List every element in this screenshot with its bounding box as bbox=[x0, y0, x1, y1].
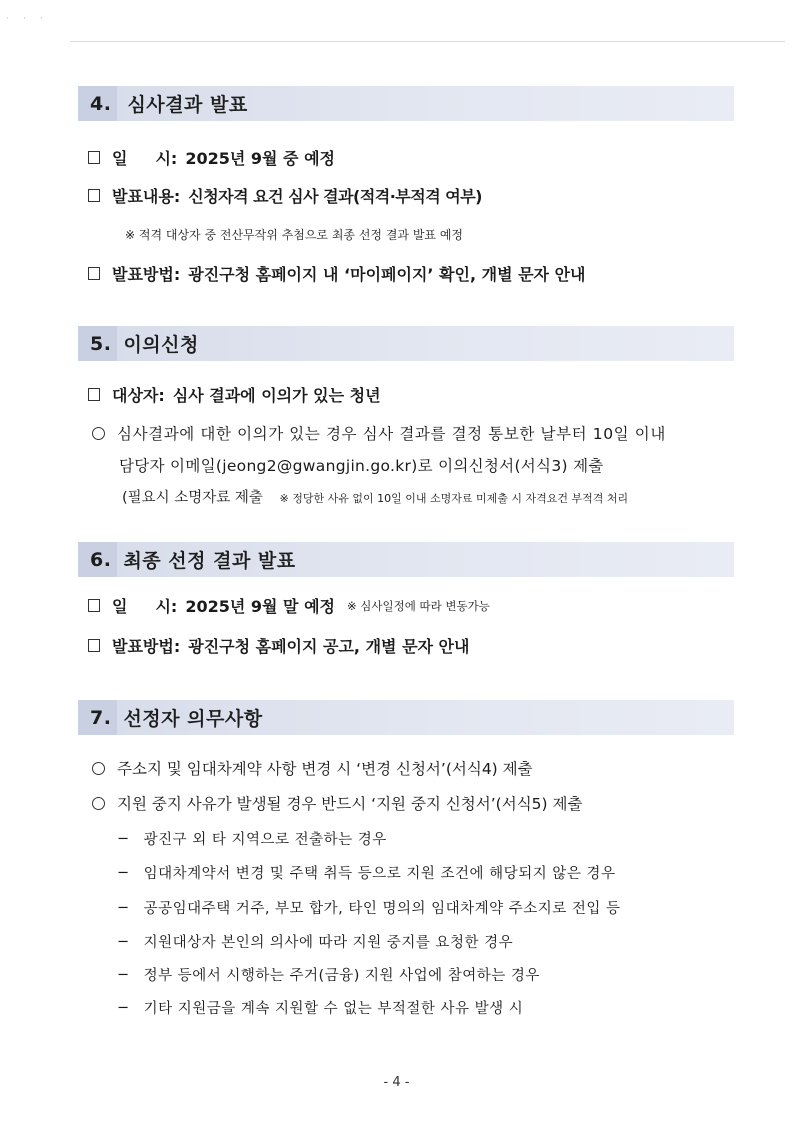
section-7-title: 선정자 의무사항 bbox=[123, 708, 263, 730]
s6-schedule-label: 일 bbox=[112, 597, 128, 616]
checkbox-icon bbox=[88, 267, 100, 280]
circle-bullet-icon bbox=[92, 797, 105, 810]
page-number: - 4 - bbox=[383, 1075, 410, 1090]
section-7-number-box bbox=[78, 700, 117, 735]
s6-method-value: 광진구청 홈페이지 공고, 개별 문자 안내 bbox=[188, 637, 470, 656]
s5-circle-line3-note: ※ 정당한 사유 없이 10일 이내 소명자료 미제출 시 자격요건 부적격 처리 bbox=[279, 492, 629, 505]
dash-bullet: − bbox=[117, 966, 130, 983]
s5-circle-row bbox=[92, 422, 666, 444]
s7-circle-row-1 bbox=[92, 757, 533, 779]
s7-dash-row-1 bbox=[117, 828, 387, 849]
s6-method-row bbox=[88, 634, 469, 657]
section-4-header bbox=[78, 86, 734, 121]
s7-dash-text-2: 임대차계약서 변경 및 주택 취득 등으로 지원 조건에 해당되지 않은 경우 bbox=[143, 866, 616, 882]
dash-bullet: − bbox=[117, 899, 130, 916]
s7-dash-row-3 bbox=[117, 897, 621, 918]
s7-dash-row-5 bbox=[117, 964, 540, 985]
s5-circle-line2: 담당자 이메일(jeong2@gwangjin.go.kr)로 이의신청서(서식3) 제출 bbox=[119, 457, 604, 475]
s4-schedule-row bbox=[88, 146, 335, 169]
scan-artifact: · · · bbox=[6, 14, 49, 23]
s4-schedule-label2: 시: bbox=[155, 149, 178, 168]
section-4-title: 심사결과 발표 bbox=[127, 94, 248, 116]
s7-dash-row-2 bbox=[117, 862, 615, 883]
s7-dash-row-4 bbox=[117, 931, 513, 952]
checkbox-icon bbox=[88, 189, 100, 202]
s4-method-value: 광진구청 홈페이지 내 ‘마이페이지’ 확인, 개별 문자 안내 bbox=[188, 265, 586, 284]
section-4-number: 4. bbox=[90, 92, 112, 115]
s4-content-row bbox=[88, 184, 482, 207]
s4-schedule-value: 2025년 9월 중 예정 bbox=[185, 149, 335, 168]
section-5-header bbox=[78, 326, 734, 361]
checkbox-icon bbox=[88, 151, 100, 164]
s5-circle-line3-row bbox=[122, 486, 628, 507]
section-5-title: 이의신청 bbox=[123, 334, 199, 356]
s4-content-value: 신청자격 요건 심사 결과(적격·부적격 여부) bbox=[188, 187, 482, 206]
s4-schedule-label: 일 bbox=[112, 149, 128, 168]
dash-bullet: − bbox=[117, 999, 130, 1016]
dash-bullet: − bbox=[117, 933, 130, 950]
s7-circle-text-1: 주소지 및 임대차계약 사항 변경 시 ‘변경 신청서’(서식4) 제출 bbox=[117, 760, 533, 778]
s7-circle-text-2: 지원 중지 사유가 발생될 경우 반드시 ‘지원 중지 신청서’(서식5) 제출 bbox=[117, 795, 583, 813]
s7-dash-text-5: 정부 등에서 시행하는 주거(금융) 지원 사업에 참여하는 경우 bbox=[143, 968, 540, 984]
s6-method-label: 발표방법: bbox=[112, 637, 181, 656]
s6-schedule-label2: 시: bbox=[155, 597, 178, 616]
s5-circle-line3: (필요시 소명자료 제출 bbox=[122, 490, 263, 506]
s4-method-row bbox=[88, 262, 586, 285]
section-6-number: 6. bbox=[90, 548, 112, 571]
s7-dash-text-6: 기타 지원금을 계속 지원할 수 없는 부적절한 사유 발생 시 bbox=[143, 1001, 524, 1017]
s4-note: ※ 적격 대상자 중 전산무작위 추첨으로 최종 선정 결과 발표 예정 bbox=[125, 228, 464, 242]
s7-circle-row-2 bbox=[92, 792, 582, 814]
section-5-number-box bbox=[78, 326, 117, 361]
s4-method-label: 발표방법: bbox=[112, 265, 181, 284]
s7-dash-text-1: 광진구 외 타 지역으로 전출하는 경우 bbox=[143, 832, 387, 848]
dash-bullet: − bbox=[117, 864, 130, 881]
s7-dash-text-4: 지원대상자 본인의 의사에 따라 지원 중지를 요청한 경우 bbox=[143, 935, 514, 951]
section-6-number-box bbox=[78, 542, 117, 577]
s7-dash-text-3: 공공임대주택 거주, 부모 합가, 타인 명의의 임대차계약 주소지로 전입 등 bbox=[143, 901, 621, 917]
section-4-number-box bbox=[78, 86, 117, 121]
s6-schedule-note: ※ 심사일정에 따라 변동가능 bbox=[346, 598, 490, 613]
checkbox-icon bbox=[88, 599, 100, 612]
section-5-number: 5. bbox=[90, 332, 112, 355]
s5-target-value: 심사 결과에 이의가 있는 청년 bbox=[172, 386, 381, 405]
s6-schedule-row bbox=[88, 594, 490, 617]
top-rule bbox=[70, 41, 785, 42]
s5-target-row bbox=[88, 383, 381, 406]
s4-content-label: 발표내용: bbox=[112, 187, 181, 206]
section-7-header bbox=[78, 700, 734, 735]
s6-schedule-value: 2025년 9월 말 예정 bbox=[185, 597, 335, 616]
checkbox-icon bbox=[88, 388, 100, 401]
s5-target-label: 대상자: bbox=[112, 386, 165, 405]
checkbox-icon bbox=[88, 639, 100, 652]
s5-circle-line1: 심사결과에 대한 이의가 있는 경우 심사 결과를 결정 통보한 날부터 10일 이내 bbox=[117, 425, 666, 443]
section-6-title: 최종 선정 결과 발표 bbox=[123, 550, 296, 572]
section-6-header bbox=[78, 542, 734, 577]
circle-bullet-icon bbox=[92, 762, 105, 775]
section-7-number: 7. bbox=[90, 706, 112, 729]
dash-bullet: − bbox=[117, 830, 130, 847]
s7-dash-row-6 bbox=[117, 997, 523, 1018]
circle-bullet-icon bbox=[92, 427, 105, 440]
